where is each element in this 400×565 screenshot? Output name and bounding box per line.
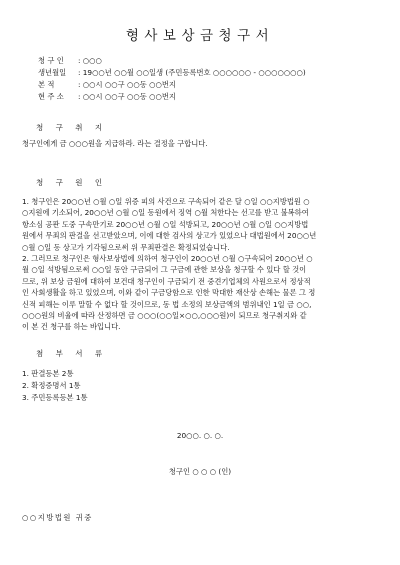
- purpose-text: 청구인에게 금 ○○○원을 지급하라. 라는 결정을 구합니다.: [22, 139, 208, 148]
- cause-p2-line: 신적 피해는 이루 말할 수 없다 할 것이므로, 동 법 소정의 보상금액의 범위내인 1일 금 ○○,: [22, 299, 312, 309]
- cause-p1-line: ○월 ○일 동 상고가 기각됨으로써 위 무죄판결은 확정되었습니다.: [22, 242, 230, 252]
- cause-p2-line: 2. 그러므로 청구인은 형사보상법에 의하여 청구인이 20○○년 ○월 ○구속되어 20○○년 ○: [22, 254, 313, 263]
- attachment-item: 1. 판결등본 2통: [22, 369, 74, 378]
- current-address-label: 현 주 소: [38, 92, 64, 101]
- cause-p2-line: 므로, 위 보상 금원에 대하여 보건대 청구인이 구금되기 전 중견기업체의 사원으로서 정상적: [22, 276, 311, 286]
- cause-p2-line: 이 본 건 청구를 하는 바입니다.: [22, 322, 121, 332]
- cause-p2-line: 월 ○일 석방됨으로써 ○○일 동안 구금되어 그 구금에 관한 보상을 청구할 수 있다 할 것이: [22, 265, 307, 275]
- cause-p1-line: ○지원에 기소되어, 20○○년 ○월 ○일 동원에서 징역 ○월 처한다는 선고를 받고 불복하여: [22, 208, 309, 218]
- registered-domicile-label: 본 적: [38, 80, 55, 89]
- birthdate-label: 생년월일: [38, 68, 67, 77]
- attachment-item: 2. 확정증명서 1통: [22, 381, 81, 390]
- cause-paragraph-2: [22, 253, 368, 333]
- cause-heading: 청 구 원 인: [36, 178, 108, 187]
- court-addressee: ○○지방법원 귀중: [22, 513, 93, 522]
- document-title: 형사보상금청구서: [125, 28, 275, 44]
- attachment-item: 3. 주민등록등본 1통: [22, 393, 88, 402]
- cause-p2-line: 인 사회생활을 하고 있었으며, 이와 같이 구금당함으로 인한 막대한 재산상 손해는 물론 그 정: [22, 288, 316, 298]
- current-address-value: : ○○시 ○○구 ○○동 ○○번지: [78, 92, 176, 101]
- cause-p2-line: ○○○원의 비율에 따라 산정하면 금 ○○○(○○일×○○,○○○원)이 되므로 청구취지와 같: [22, 311, 307, 321]
- applicant-name-value: : ○○○: [78, 56, 102, 65]
- applicant-signature: 청구인 ○ ○ ○ (인): [168, 467, 232, 476]
- purpose-heading: 청 구 취 지: [36, 123, 108, 132]
- cause-p1-line: 항소심 공판 도중 구속만기로 20○○년 ○월 ○일 석방되고, 20○○년 ○월 ○일 ○○지방법: [22, 219, 309, 229]
- filing-date: 20○○. ○. ○.: [176, 431, 224, 440]
- applicant-name-label: 청 구 인: [38, 56, 64, 65]
- birthdate-value: : 19○○년 ○○월 ○○일생 (주민등록번호 ○○○○○○ - ○○○○○○○): [78, 68, 306, 77]
- cause-p1-line: 원에서 무죄의 판결을 선고받았으며, 이에 대한 검사의 상고가 있었으나 대법원에서 20○○년: [22, 231, 317, 241]
- registered-domicile-value: : ○○시 ○○구 ○○동 ○○번지: [78, 80, 176, 89]
- attachments-heading: 첨 부 서 류: [36, 349, 108, 358]
- cause-p1-line: 1. 청구인은 20○○년 ○월 ○일 위증 피의 사건으로 구속되어 같은 달 ○일 ○○지방법원 ○: [22, 197, 310, 206]
- cause-paragraph-1: [22, 196, 368, 253]
